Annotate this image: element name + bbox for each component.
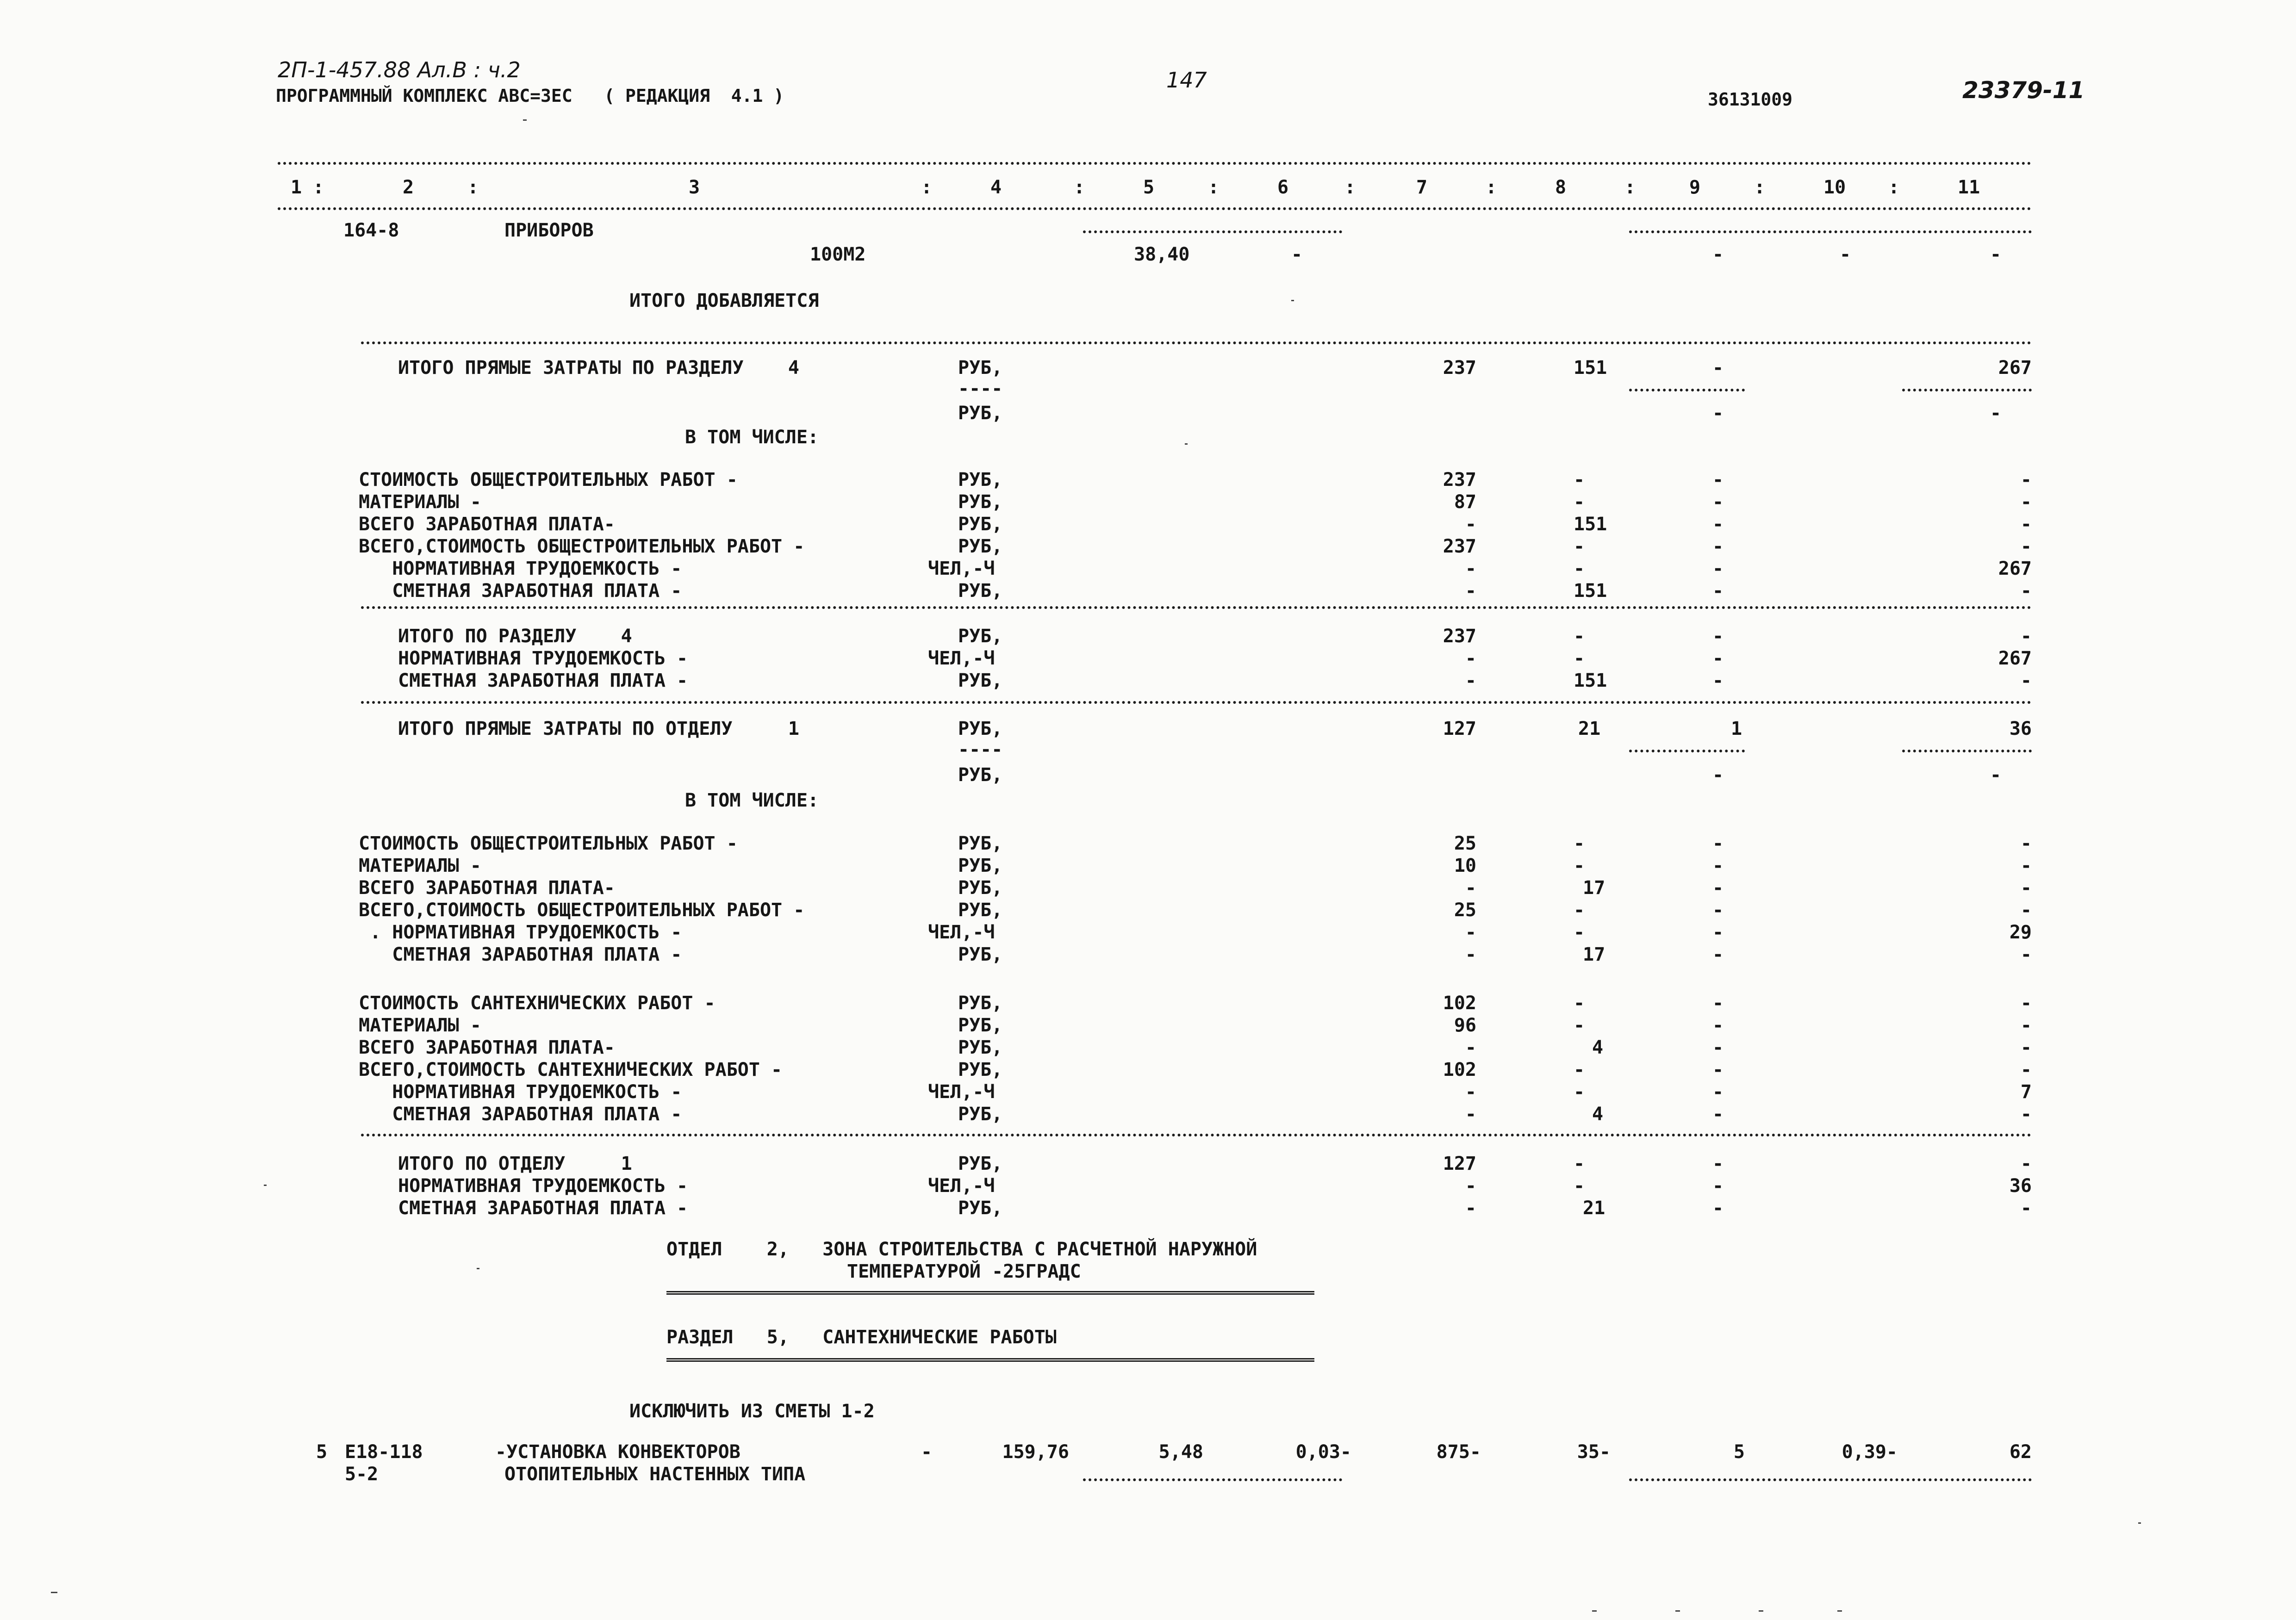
breakdown-label: СТОИМОСТЬ ОБЩЕСТРОИТЕЛЬНЫХ РАБОТ - xyxy=(359,469,738,490)
breakdown-label: НОРМАТИВНАЯ ТРУДОЕМКОСТЬ - xyxy=(359,558,682,579)
work-description: -УСТАНОВКА КОНВЕКТОРОВ xyxy=(495,1441,740,1463)
document-code: 2П-1-457.88 Ал.В : ч.2 xyxy=(278,57,521,82)
page-number: 147 xyxy=(1166,68,1207,93)
department-heading-continued: ТЕМПЕРАТУРОЙ -25ГРАДС xyxy=(847,1261,1081,1282)
header-rule-top xyxy=(278,162,2032,165)
column-number: 2 xyxy=(403,177,414,198)
department-heading: ОТДЕЛ 2, ЗОНА СТРОИТЕЛЬСТВА С РАСЧЕТНОЙ НАРУЖНОЙ xyxy=(666,1239,1257,1260)
work-description-continued: ОТОПИТЕЛЬНЫХ НАСТЕННЫХ ТИПА xyxy=(504,1464,806,1485)
breakdown-label: МАТЕРИАЛЫ - xyxy=(359,491,481,513)
unit-label: 100М2 xyxy=(810,244,866,265)
breakdown-label: СМЕТНАЯ ЗАРАБОТНАЯ ПЛАТА - xyxy=(359,944,682,965)
subheading: В ТОМ ЧИСЛЕ: xyxy=(685,427,819,448)
breakdown-label: МАТЕРИАЛЫ - xyxy=(359,855,481,876)
breakdown-label: ВСЕГО,СТОИМОСТЬ ОБЩЕСТРОИТЕЛЬНЫХ РАБОТ - xyxy=(359,900,805,921)
department-total-title: ИТОГО ПРЯМЫЕ ЗАТРАТЫ ПО ОТДЕЛУ 1 xyxy=(398,718,799,739)
total-label: НОРМАТИВНАЯ ТРУДОЕМКОСТЬ - xyxy=(398,1175,688,1197)
breakdown-label: СМЕТНАЯ ЗАРАБОТНАЯ ПЛАТА - xyxy=(359,1104,682,1125)
breakdown-label: ВСЕГО ЗАРАБОТНАЯ ПЛАТА- xyxy=(359,514,615,535)
section-caption: ИТОГО ДОБАВЛЯЕТСЯ xyxy=(629,290,819,311)
section-heading: РАЗДЕЛ 5, САНТЕХНИЧЕСКИЕ РАБОТЫ xyxy=(666,1327,1057,1348)
breakdown-label: СМЕТНАЯ ЗАРАБОТНАЯ ПЛАТА - xyxy=(359,580,682,602)
document-number: 36131009 xyxy=(1708,89,1793,110)
breakdown-label: ВСЕГО,СТОИМОСТЬ ОБЩЕСТРОИТЕЛЬНЫХ РАБОТ - xyxy=(359,536,805,557)
column-number: 9 xyxy=(1689,177,1701,198)
total-label: ИТОГО ПО ОТДЕЛУ 1 xyxy=(398,1153,632,1174)
breakdown-label: СТОИМОСТЬ ОБЩЕСТРОИТЕЛЬНЫХ РАБОТ - xyxy=(359,833,738,854)
column-number: 5 xyxy=(1143,177,1155,198)
total-label: СМЕТНАЯ ЗАРАБОТНАЯ ПЛАТА - xyxy=(398,1198,688,1219)
section-rule xyxy=(361,341,2032,344)
total-label: ИТОГО ПО РАЗДЕЛУ 4 xyxy=(398,626,632,647)
breakdown-label: МАТЕРИАЛЫ - xyxy=(359,1015,481,1036)
position-number: 164-8 xyxy=(343,220,399,241)
header-rule-bottom xyxy=(278,207,2032,210)
breakdown-label: ВСЕГО,СТОИМОСТЬ САНТЕХНИЧЕСКИХ РАБОТ - xyxy=(359,1059,783,1080)
subheading: В ТОМ ЧИСЛЕ: xyxy=(685,790,819,811)
breakdown-label: ВСЕГО ЗАРАБОТНАЯ ПЛАТА- xyxy=(359,877,615,899)
total-label: НОРМАТИВНАЯ ТРУДОЕМКОСТЬ - xyxy=(398,648,688,669)
breakdown-label: . НОРМАТИВНАЯ ТРУДОЕМКОСТЬ - xyxy=(359,922,682,943)
column-number: 7 xyxy=(1416,177,1428,198)
exclusion-caption: ИСКЛЮЧИТЬ ИЗ СМЕТЫ 1-2 xyxy=(629,1401,875,1422)
breakdown-label: ВСЕГО ЗАРАБОТНАЯ ПЛАТА- xyxy=(359,1037,615,1058)
column-number: 10 xyxy=(1823,177,1846,198)
quantity-value: 38,40 xyxy=(1134,244,1190,265)
total-label: СМЕТНАЯ ЗАРАБОТНАЯ ПЛАТА - xyxy=(398,670,688,691)
rate-code: Е18-118 xyxy=(345,1441,423,1463)
subtotal-rule xyxy=(1629,230,2032,233)
column-number: 6 xyxy=(1277,177,1289,198)
column-number: 3 xyxy=(689,177,700,198)
double-rule xyxy=(666,1291,1314,1295)
double-rule xyxy=(666,1358,1314,1362)
row-name: ПРИБОРОВ xyxy=(504,220,594,241)
column-number: 4 xyxy=(990,177,1002,198)
subtotal-rule xyxy=(1083,230,1342,233)
breakdown-label: НОРМАТИВНАЯ ТРУДОЕМКОСТЬ - xyxy=(359,1081,682,1103)
column-number: 11 xyxy=(1958,177,1980,198)
section-total-title: ИТОГО ПРЯМЫЕ ЗАТРАТЫ ПО РАЗДЕЛУ 4 xyxy=(398,357,799,379)
column-number: 8 xyxy=(1555,177,1567,198)
archive-number: 23379-11 xyxy=(1962,77,2085,104)
breakdown-label: СТОИМОСТЬ САНТЕХНИЧЕСКИХ РАБОТ - xyxy=(359,993,716,1014)
column-number: 1 xyxy=(291,177,302,198)
program-header: ПРОГРАММНЫЙ КОМПЛЕКС АВС=ЗЕС ( РЕДАКЦИЯ 4.1 ) xyxy=(276,86,784,106)
